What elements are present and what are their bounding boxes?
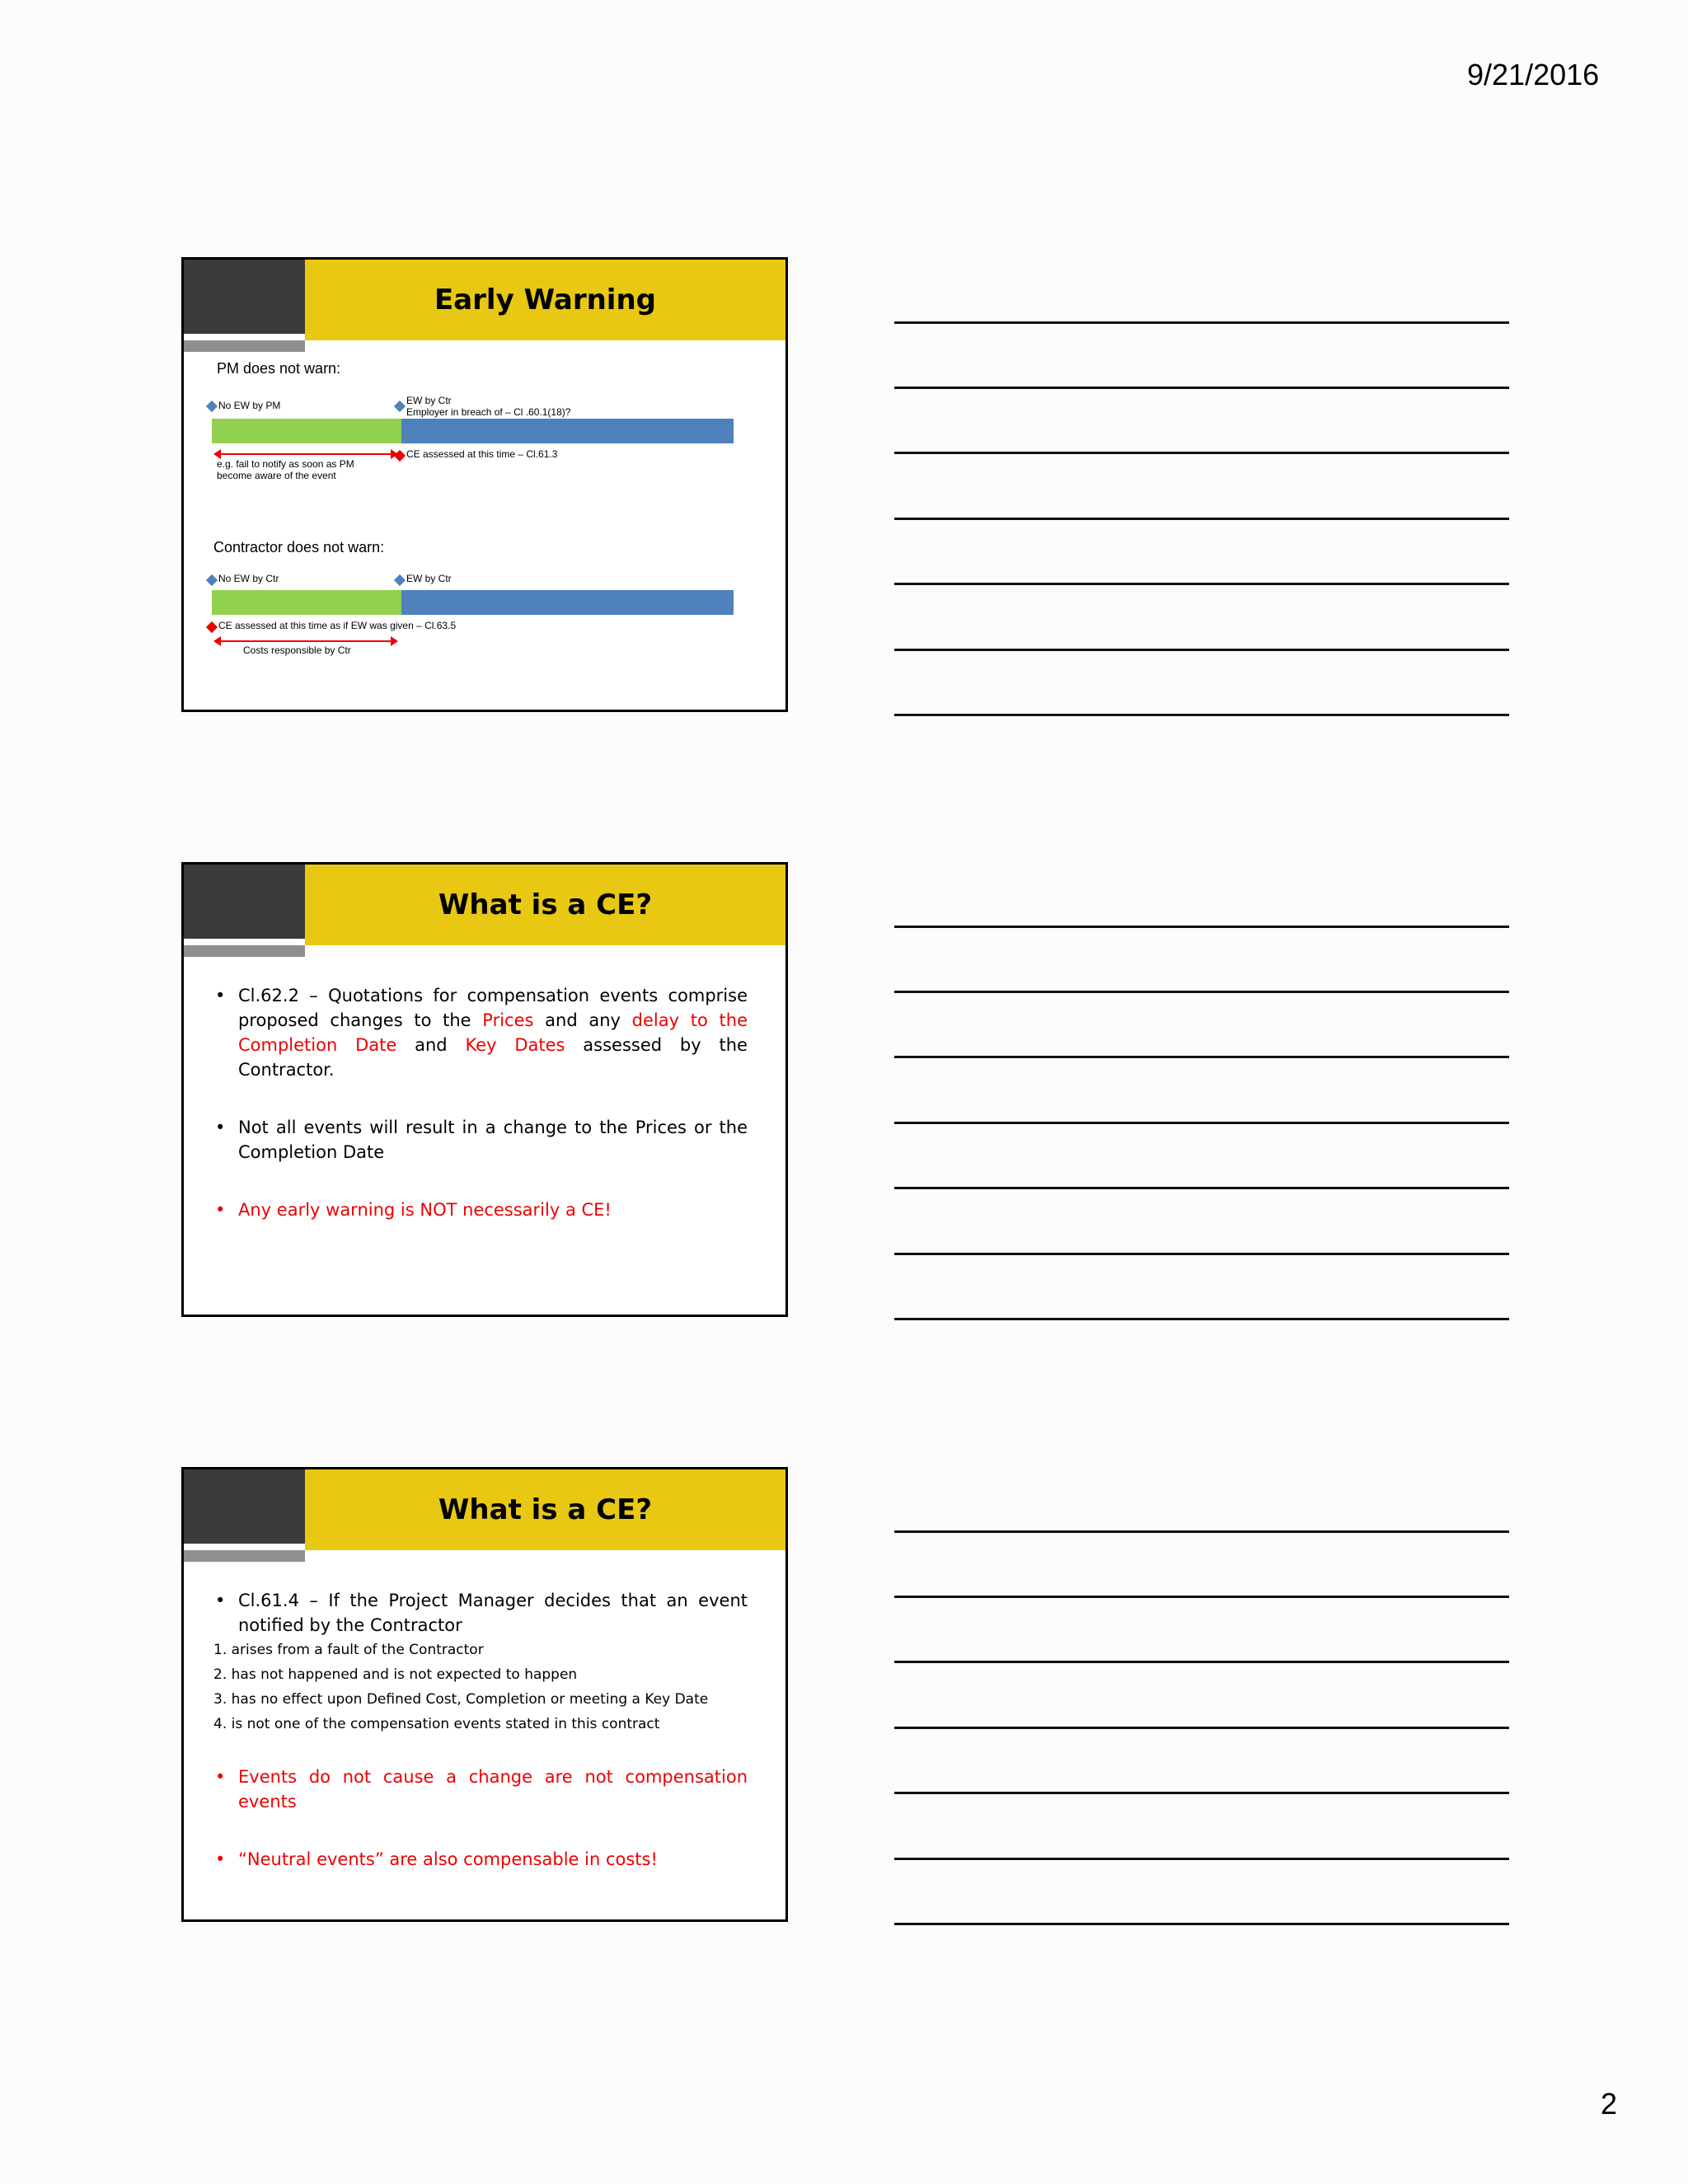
- timeline-blue-bar: [401, 419, 734, 443]
- numbered-list: [213, 1638, 748, 1736]
- slide-decor-dark: [184, 865, 305, 939]
- list-item: 4. is not one of the compensation events stated in this contract: [213, 1716, 660, 1732]
- bullet-neutral-events: • “Neutral events” are also compensable in costs!: [213, 1847, 748, 1872]
- bullet-text: Cl.62.2 – Quotations for compensation events comprise proposed changes to the: [238, 986, 748, 1030]
- slide-what-is-ce-1: [181, 862, 788, 1317]
- emphasis-prices: Prices: [482, 1010, 534, 1030]
- diamond-blue-icon: [206, 401, 218, 412]
- ctr-ew-ctr-label: EW by Ctr: [406, 573, 452, 584]
- diamond-blue-icon: [394, 401, 406, 412]
- slide-decor-white: [184, 1544, 305, 1550]
- double-arrow-icon: [215, 453, 396, 455]
- list-item: 3. has no effect upon Defined Cost, Completion or meeting a Key Date: [213, 1691, 709, 1708]
- slide-decor-white: [184, 334, 305, 340]
- bullet-text: and any: [533, 1010, 632, 1030]
- ctr-heading: Contractor does not warn:: [213, 539, 385, 555]
- page-number: 2: [1601, 2087, 1618, 2121]
- diamond-blue-icon: [394, 574, 406, 586]
- slide-body: [213, 983, 748, 1255]
- diamond-red-icon: [206, 621, 218, 633]
- slide-title: What is a CE?: [305, 1469, 785, 1550]
- list-item: 1. arises from a fault of the Contractor: [213, 1642, 484, 1658]
- bullet-pm-decides: • Cl.61.4 – If the Project Manager decides that an event notified by the Contractor: [213, 1588, 748, 1638]
- slide-decor-gray: [184, 945, 305, 957]
- timeline-green-bar: [212, 419, 401, 443]
- bullet-not-all-events: • Not all events will result in a change to the Prices or the Completion Date: [213, 1115, 748, 1165]
- bullet-text: assessed by the Contractor.: [238, 1035, 748, 1080]
- slide-title: Early Warning: [305, 260, 785, 340]
- diamond-blue-icon: [206, 574, 218, 586]
- pm-fail-label-2: become aware of the event: [217, 470, 336, 481]
- ctr-ce-assessed-label: CE assessed at this time as if EW was given – Cl.63.5: [218, 620, 457, 631]
- slide-decor-gray: [184, 1550, 305, 1562]
- pm-ew-ctr-label: EW by Ctr: [406, 395, 452, 406]
- pm-no-ew-label: No EW by PM: [218, 400, 281, 411]
- pm-breach-label: Employer in breach of – Cl .60.1(18)?: [406, 406, 571, 418]
- bullet-early-warning-not-ce: • Any early warning is NOT necessarily a CE!: [213, 1197, 748, 1222]
- bullet-text: and: [396, 1035, 466, 1055]
- double-arrow-icon: [215, 640, 396, 642]
- timeline-green-bar: [212, 590, 401, 615]
- slide-body: [213, 1588, 748, 1905]
- timeline-blue-bar: [401, 590, 734, 615]
- pm-fail-label-1: e.g. fail to notify as soon as PM: [217, 458, 354, 470]
- ctr-no-ew-label: No EW by Ctr: [218, 573, 279, 584]
- slide-what-is-ce-2: [181, 1467, 788, 1922]
- slide-title: What is a CE?: [305, 865, 785, 945]
- list-item: 2. has not happened and is not expected to happen: [213, 1666, 578, 1683]
- slide-early-warning: [181, 257, 788, 712]
- slide-decor-dark: [184, 260, 305, 334]
- pm-ce-assessed-label: CE assessed at this time – Cl.61.3: [406, 448, 558, 460]
- emphasis-key-dates: Key Dates: [465, 1035, 565, 1055]
- slide-decor-white: [184, 939, 305, 945]
- slide-decor-dark: [184, 1469, 305, 1544]
- print-date: 9/21/2016: [1467, 58, 1600, 91]
- emphasis-delay: delay to the Completion Date: [238, 1010, 748, 1055]
- bullet-events-no-change: • Events do not cause a change are not compensation events: [213, 1765, 748, 1814]
- pm-heading: PM does not warn:: [217, 360, 341, 377]
- ctr-costs-label: Costs responsible by Ctr: [243, 644, 351, 656]
- bullet-quotations: [213, 983, 748, 1082]
- slide-decor-gray: [184, 340, 305, 352]
